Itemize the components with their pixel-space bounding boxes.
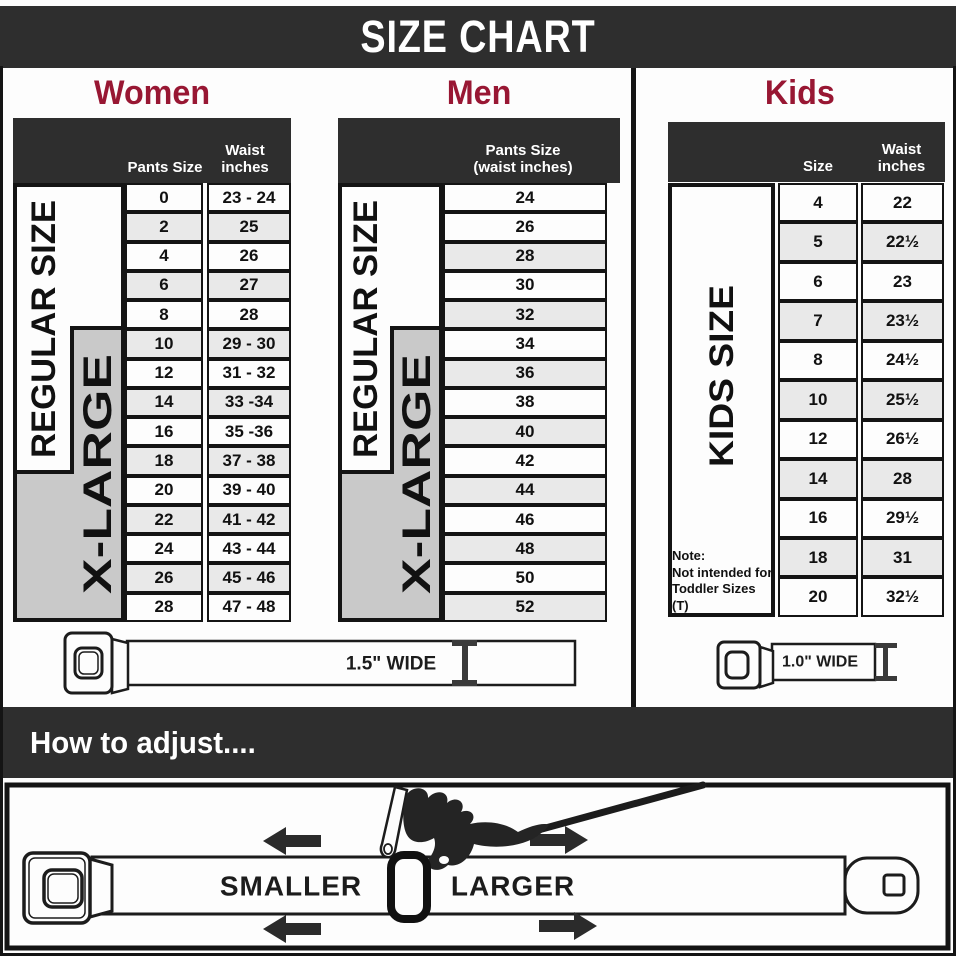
- men-size-cell: 30: [443, 271, 607, 300]
- women-col2-header: [199, 142, 291, 176]
- women-col2-header-line1: Waist: [225, 142, 265, 159]
- kids-note-line1: Note:: [672, 548, 706, 563]
- men-col-header-line2: (waist inches): [473, 159, 573, 176]
- women-waist-cell: 45 - 46: [207, 563, 291, 592]
- women-size-cell: 4: [125, 242, 203, 271]
- kids-waist-cell: 31: [861, 538, 944, 577]
- men-size-range-labels: [338, 183, 443, 622]
- kids-waist-cell: 22½: [861, 222, 944, 261]
- page-title: SIZE CHART: [360, 11, 596, 62]
- men-size-cell: 40: [443, 417, 607, 446]
- kids-buckle-slot: [726, 652, 748, 678]
- kids-note-line3: Toddler Sizes (T): [672, 581, 756, 613]
- men-size-cell: 24: [443, 183, 607, 212]
- kids-size-cell: 6: [778, 262, 858, 301]
- women-col1-header: Pants Size: [127, 159, 203, 176]
- men-heading: [338, 72, 620, 114]
- fingernail-icon: [384, 844, 392, 854]
- kids-col2-header-line1: Waist: [881, 141, 922, 158]
- thumbnail-highlight-icon: [439, 856, 449, 864]
- men-size-column: [443, 183, 607, 622]
- women-waist-cell: 33 -34: [207, 388, 291, 417]
- panel-divider: [631, 68, 636, 707]
- women-col2-header-line2: inches: [221, 159, 269, 176]
- men-size-cell: 50: [443, 563, 607, 592]
- kids-heading-label: Kids: [764, 73, 836, 112]
- how-to-adjust-band: [0, 707, 956, 778]
- men-size-cell: 32: [443, 300, 607, 329]
- women-heading-label: Women: [93, 73, 211, 112]
- kids-col2-header: [860, 141, 943, 175]
- kids-waist-cell: 28: [861, 459, 944, 498]
- kids-waist-column: [861, 183, 944, 617]
- men-table-header: [338, 118, 620, 183]
- women-waist-cell: 28: [207, 300, 291, 329]
- women-size-cell: 0: [125, 183, 203, 212]
- kids-buckle-latch: [760, 647, 773, 687]
- women-table-header: [13, 118, 291, 183]
- men-size-cell: 44: [443, 476, 607, 505]
- men-xlarge-label: X-LARGE: [395, 414, 439, 594]
- men-heading-label: Men: [446, 73, 512, 112]
- kids-size-cell: 16: [778, 499, 858, 538]
- kids-col1-header: Size: [802, 158, 833, 175]
- kids-size-cell: 20: [778, 577, 858, 616]
- kids-size-cell: 8: [778, 341, 858, 380]
- men-size-cell: 36: [443, 359, 607, 388]
- men-size-cell: 42: [443, 446, 607, 475]
- kids-size-label: KIDS SIZE: [703, 300, 741, 467]
- kids-waist-cell: 29½: [861, 499, 944, 538]
- women-waist-cell: 29 - 30: [207, 329, 291, 358]
- women-waist-column: [207, 183, 291, 622]
- men-size-cell: 52: [443, 593, 607, 622]
- kids-heading: [650, 72, 950, 114]
- men-size-cell: 26: [443, 212, 607, 241]
- kids-size-cell: 14: [778, 459, 858, 498]
- women-table: [125, 183, 291, 622]
- women-size-range-labels: [13, 183, 125, 622]
- women-size-cell: 14: [125, 388, 203, 417]
- women-size-column: [125, 183, 203, 622]
- women-size-cell: 24: [125, 534, 203, 563]
- men-size-cell: 38: [443, 388, 607, 417]
- men-table: [443, 183, 607, 622]
- adjustment-illustration: [0, 778, 956, 956]
- kids-belt-graphic: [700, 630, 925, 702]
- kids-waist-cell: 22: [861, 183, 944, 222]
- women-size-cell: 10: [125, 329, 203, 358]
- women-size-cell: 6: [125, 271, 203, 300]
- women-waist-cell: 39 - 40: [207, 476, 291, 505]
- kids-size-column: [778, 183, 858, 617]
- women-regular-size-label: REGULAR SIZE: [25, 204, 63, 458]
- men-size-cell: 48: [443, 534, 607, 563]
- kids-note: [672, 548, 774, 615]
- kids-belt-width-label: 1.0" WIDE: [781, 653, 859, 671]
- kids-waist-cell: 24½: [861, 341, 944, 380]
- women-waist-cell: 27: [207, 271, 291, 300]
- women-size-cell: 28: [125, 593, 203, 622]
- kids-size-cell: 4: [778, 183, 858, 222]
- kids-size-cell: 7: [778, 301, 858, 340]
- how-to-adjust-title: How to adjust....: [30, 724, 256, 760]
- kids-waist-cell: 32½: [861, 577, 944, 616]
- women-size-cell: 20: [125, 476, 203, 505]
- kids-size-cell: 18: [778, 538, 858, 577]
- adult-belt-graphic: [55, 626, 585, 710]
- men-size-cell: 28: [443, 242, 607, 271]
- kids-waist-cell: 23: [861, 262, 944, 301]
- kids-waist-cell: 26½: [861, 420, 944, 459]
- women-waist-cell: 43 - 44: [207, 534, 291, 563]
- women-waist-cell: 23 - 24: [207, 183, 291, 212]
- title-band: [0, 6, 956, 68]
- women-size-cell: 18: [125, 446, 203, 475]
- adult-buckle-latch: [112, 639, 128, 693]
- adult-belt-width-label: 1.5" WIDE: [345, 653, 437, 675]
- belt-tip-hole: [884, 875, 904, 895]
- kids-table-header: [668, 122, 945, 182]
- belt-adjuster-slider: [391, 855, 427, 919]
- men-size-cell: 34: [443, 329, 607, 358]
- kids-width-measure-icon: [875, 643, 897, 681]
- smaller-label: SMALLER: [219, 870, 363, 902]
- women-waist-cell: 37 - 38: [207, 446, 291, 475]
- women-waist-cell: 26: [207, 242, 291, 271]
- women-waist-cell: 31 - 32: [207, 359, 291, 388]
- women-waist-cell: 41 - 42: [207, 505, 291, 534]
- women-size-cell: 16: [125, 417, 203, 446]
- women-size-cell: 22: [125, 505, 203, 534]
- belt-tip: [845, 858, 918, 913]
- men-col-header-line1: Pants Size: [485, 142, 561, 159]
- women-xlarge-label: X-LARGE: [76, 414, 120, 594]
- illustration-buckle-latch: [90, 859, 112, 917]
- kids-waist-cell: 23½: [861, 301, 944, 340]
- women-size-cell: 8: [125, 300, 203, 329]
- men-size-cell: 46: [443, 505, 607, 534]
- women-heading: [13, 72, 291, 114]
- kids-size-cell: 12: [778, 420, 858, 459]
- women-waist-cell: 25: [207, 212, 291, 241]
- kids-waist-cell: 25½: [861, 380, 944, 419]
- women-size-cell: 12: [125, 359, 203, 388]
- kids-col2-header-line2: inches: [877, 158, 926, 175]
- kids-size-cell: 10: [778, 380, 858, 419]
- women-size-cell: 26: [125, 563, 203, 592]
- kids-note-line2: Not intended for: [672, 564, 773, 580]
- men-col-header: [438, 142, 608, 176]
- larger-label: LARGER: [450, 870, 576, 902]
- kids-size-cell: 5: [778, 222, 858, 261]
- women-waist-cell: 35 -36: [207, 417, 291, 446]
- kids-table: [778, 183, 944, 617]
- men-regular-size-label: REGULAR SIZE: [347, 204, 385, 458]
- women-size-cell: 2: [125, 212, 203, 241]
- women-waist-cell: 47 - 48: [207, 593, 291, 622]
